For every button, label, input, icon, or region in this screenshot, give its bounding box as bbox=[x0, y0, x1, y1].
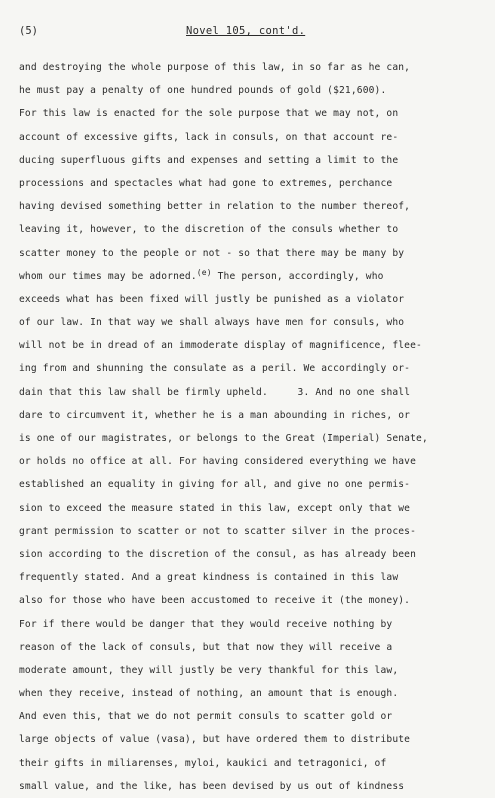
text-line: leaving it, however, to the discretion of the consuls whether to bbox=[19, 224, 399, 236]
text-line: sion to exceed the measure stated in this law, except only that we bbox=[19, 502, 411, 514]
text-line-with-section bbox=[19, 381, 489, 404]
text-line: their gifts in miliarenses, myloi, kaukici and tetragonici, of bbox=[19, 757, 387, 769]
text-line: And even this, that we do not permit consuls to scatter gold or bbox=[19, 711, 393, 723]
text-line: scatter money to the people or not - so that there may be many by bbox=[19, 247, 405, 259]
text-line: dare to circumvent it, whether he is a man abounding in riches, or bbox=[19, 409, 411, 421]
text-line: moderate amount, they will justly be very thankful for this law, bbox=[19, 664, 399, 676]
text-line: For if there would be danger that they would receive nothing by bbox=[19, 618, 393, 630]
page-header bbox=[0, 25, 495, 41]
text-line: frequently stated. And a great kindness is contained in this law bbox=[19, 572, 399, 584]
text-line: exceeds what has been fixed will justly be punished as a violator bbox=[19, 293, 405, 305]
text-segment: whom our times may be adorned. bbox=[19, 270, 197, 282]
page-title: Novel 105, cont'd. bbox=[186, 25, 306, 37]
text-line: account of excessive gifts, lack in consuls, on that account re- bbox=[19, 131, 399, 143]
text-line: will not be in dread of an immoderate display of magnificence, flee- bbox=[19, 340, 422, 352]
text-line: or holds no office at all. For having considered everything we have bbox=[19, 456, 417, 468]
text-line: processions and spectacles what had gone to extremes, perchance bbox=[19, 177, 393, 189]
text-line: and destroying the whole purpose of this law, in so far as he can, bbox=[19, 62, 411, 73]
text-segment: dain that this law shall be firmly upheld. bbox=[19, 386, 268, 398]
text-line: established an equality in giving for all, and give no one permis- bbox=[19, 479, 411, 491]
text-line: small value, and the like, has been devised by us out of kindness bbox=[19, 780, 405, 792]
text-line: grant permission to scatter or not to scatter silver in the proces- bbox=[19, 525, 417, 537]
text-segment: The person, accordingly, who bbox=[217, 270, 384, 282]
text-line: having devised something better in relation to the number thereof, bbox=[19, 201, 411, 213]
text-line: large objects of value (vasa), but have ordered them to distribute bbox=[19, 734, 411, 746]
text-line: ing from and shunning the consulate as a peril. We accordingly or- bbox=[19, 363, 411, 375]
text-line: For this law is enacted for the sole purpose that we may not, on bbox=[19, 108, 399, 120]
document-body bbox=[19, 56, 489, 798]
text-line: sion according to the discretion of the consul, as has already been bbox=[19, 548, 417, 560]
text-line: ducing superfluous gifts and expenses and setting a limit to the bbox=[19, 154, 399, 166]
text-line: is one of our magistrates, or belongs to the Great (Imperial) Senate, bbox=[19, 433, 428, 444]
text-line-with-footnote bbox=[19, 265, 489, 288]
text-line: reason of the lack of consuls, but that now they will receive a bbox=[19, 641, 393, 653]
section-marker: 3. bbox=[297, 386, 310, 398]
text-line: of our law. In that way we shall always have men for consuls, who bbox=[19, 317, 405, 329]
text-line: he must pay a penalty of one hundred pounds of gold ($21,600). bbox=[19, 85, 387, 97]
text-line: also for those who have been accustomed to receive it (the money). bbox=[19, 595, 411, 607]
text-segment: And no one shall bbox=[315, 386, 411, 398]
page-number: (5) bbox=[19, 25, 38, 37]
footnote-marker: (e) bbox=[196, 267, 212, 277]
text-line: when they receive, instead of nothing, an amount that is enough. bbox=[19, 688, 399, 700]
